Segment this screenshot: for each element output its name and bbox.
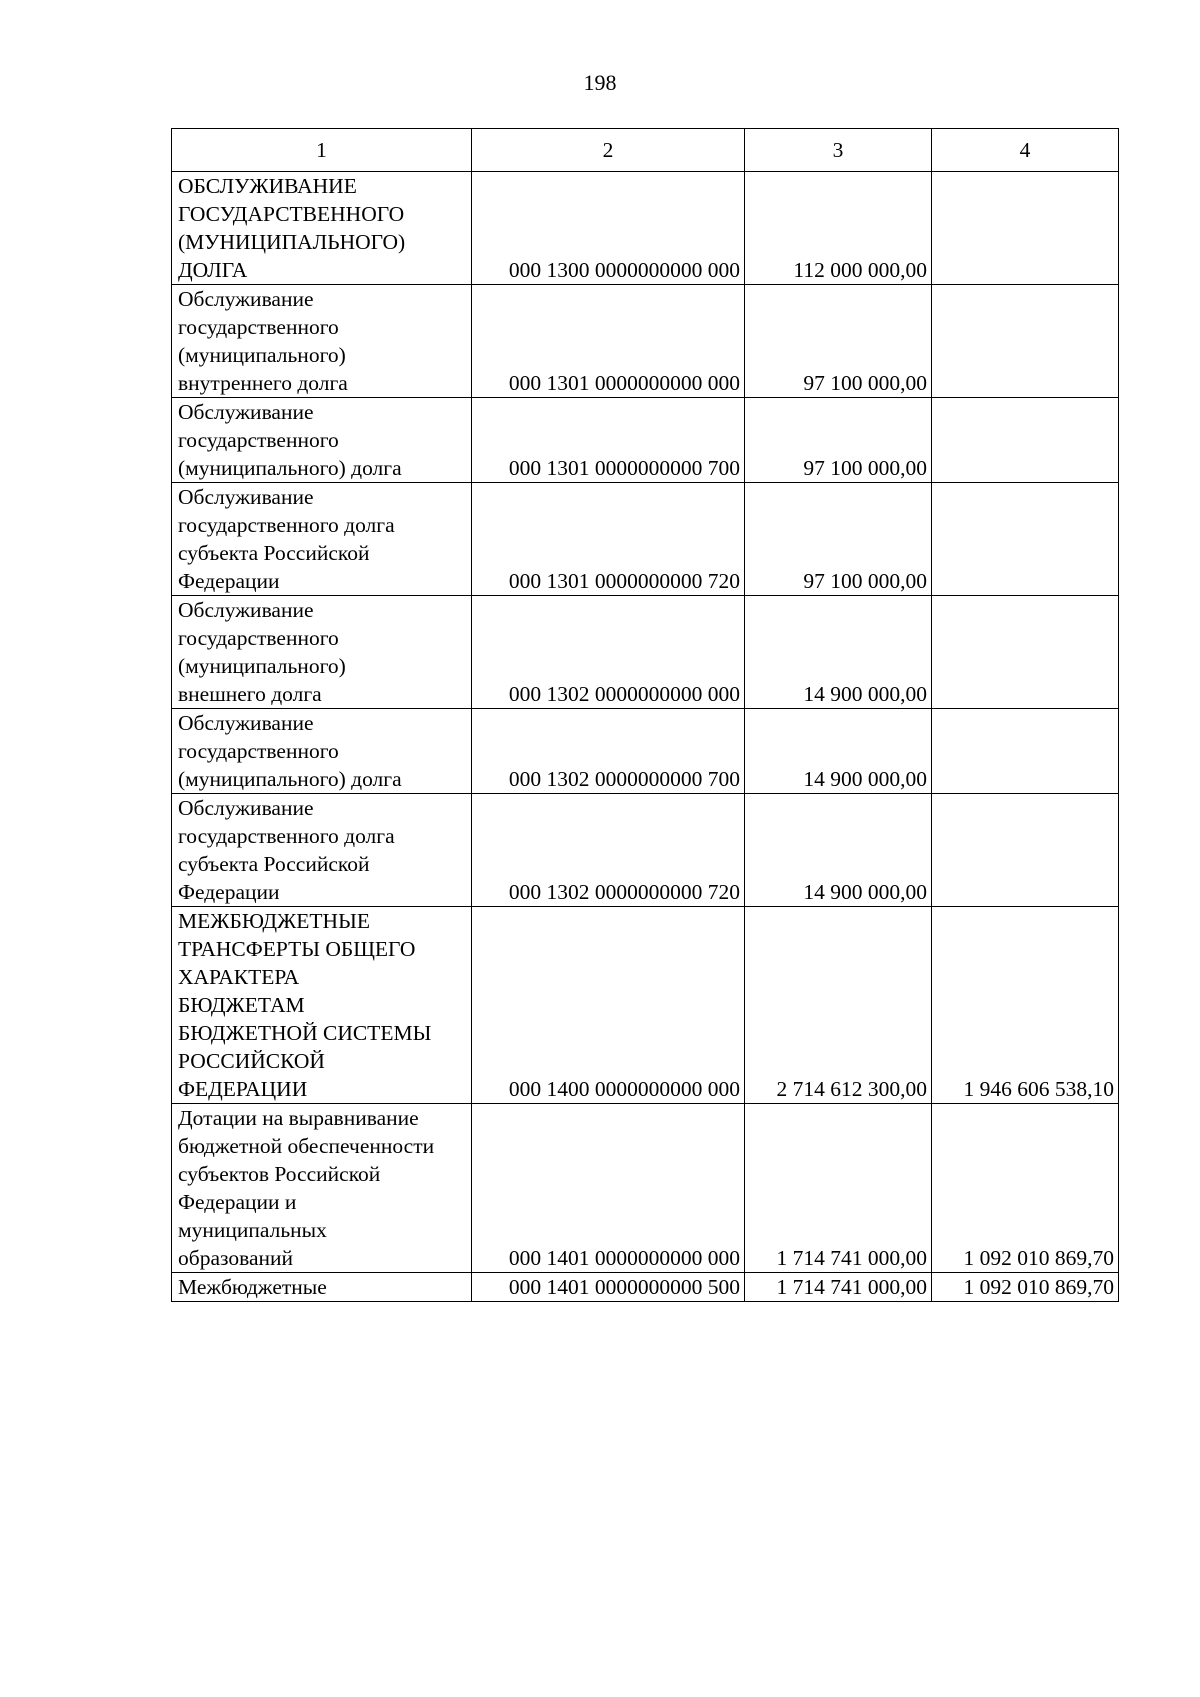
table-row bbox=[172, 172, 1119, 285]
row-name-line: БЮДЖЕТНОЙ СИСТЕМЫ bbox=[178, 1021, 432, 1045]
row-name-line: (муниципального) bbox=[178, 343, 346, 367]
row-name-line: Обслуживание bbox=[178, 598, 314, 622]
row-amount-col4 bbox=[932, 285, 1119, 398]
table-body bbox=[172, 172, 1119, 1302]
row-name-line: бюджетной обеспеченности bbox=[178, 1134, 435, 1158]
row-name-cell bbox=[172, 285, 472, 398]
row-amount-col4 bbox=[932, 794, 1119, 907]
page-number: 198 bbox=[583, 70, 617, 95]
column-header-2: 2 bbox=[472, 129, 745, 172]
row-name-cell bbox=[172, 483, 472, 596]
row-name-line: Дотации на выравнивание bbox=[178, 1106, 419, 1130]
row-name-line: Обслуживание bbox=[178, 711, 314, 735]
row-name-line: Федерации bbox=[178, 880, 280, 904]
row-name-line: государственного долга bbox=[178, 824, 395, 848]
row-name-line: БЮДЖЕТАМ bbox=[178, 993, 305, 1017]
row-name-line: (муниципального) долга bbox=[178, 767, 402, 791]
row-code-cell: 000 1401 0000000000 500 bbox=[472, 1273, 745, 1302]
row-name-line: образований bbox=[178, 1246, 294, 1270]
row-name-line: Обслуживание bbox=[178, 400, 314, 424]
row-amount-col3: 1 714 741 000,00 bbox=[745, 1104, 932, 1273]
row-code-cell: 000 1300 0000000000 000 bbox=[472, 172, 745, 285]
row-name-line: субъекта Российской bbox=[178, 852, 370, 876]
row-name-line: муниципальных bbox=[178, 1218, 327, 1242]
row-name-line: (муниципального) долга bbox=[178, 456, 402, 480]
row-name-line: государственного bbox=[178, 315, 339, 339]
row-name-cell bbox=[172, 172, 472, 285]
row-amount-col3: 14 900 000,00 bbox=[745, 596, 932, 709]
column-header-1: 1 bbox=[172, 129, 472, 172]
row-name-line: Федерации bbox=[178, 569, 280, 593]
row-name-cell bbox=[172, 709, 472, 794]
row-amount-col4 bbox=[932, 483, 1119, 596]
table-row bbox=[172, 398, 1119, 483]
row-code-cell: 000 1302 0000000000 000 bbox=[472, 596, 745, 709]
column-header-4: 4 bbox=[932, 129, 1119, 172]
row-code-cell: 000 1301 0000000000 700 bbox=[472, 398, 745, 483]
row-amount-col4 bbox=[932, 398, 1119, 483]
row-name-line: (МУНИЦИПАЛЬНОГО) bbox=[178, 230, 406, 254]
table-row bbox=[172, 794, 1119, 907]
row-amount-col3: 112 000 000,00 bbox=[745, 172, 932, 285]
row-amount-col4: 1 092 010 869,70 bbox=[932, 1273, 1119, 1302]
row-code-cell: 000 1302 0000000000 720 bbox=[472, 794, 745, 907]
table-row bbox=[172, 285, 1119, 398]
row-name-line: субъектов Российской bbox=[178, 1162, 381, 1186]
row-code-cell: 000 1301 0000000000 720 bbox=[472, 483, 745, 596]
row-amount-col4 bbox=[932, 172, 1119, 285]
row-code-cell: 000 1302 0000000000 700 bbox=[472, 709, 745, 794]
row-name-line: ТРАНСФЕРТЫ ОБЩЕГО bbox=[178, 937, 416, 961]
table-row bbox=[172, 1104, 1119, 1273]
row-name-line: внутреннего долга bbox=[178, 371, 348, 395]
row-name-line: государственного bbox=[178, 428, 339, 452]
row-name-cell bbox=[172, 1273, 472, 1302]
row-name-line: Обслуживание bbox=[178, 485, 314, 509]
table-header-row bbox=[172, 129, 1119, 172]
row-amount-col3: 97 100 000,00 bbox=[745, 285, 932, 398]
row-name-line: Обслуживание bbox=[178, 796, 314, 820]
row-amount-col3: 97 100 000,00 bbox=[745, 483, 932, 596]
row-name-cell bbox=[172, 398, 472, 483]
row-name-line: (муниципального) bbox=[178, 654, 346, 678]
row-name-cell bbox=[172, 794, 472, 907]
row-name-line: ДОЛГА bbox=[178, 258, 248, 282]
row-name-line: Федерации и bbox=[178, 1190, 297, 1214]
table-row bbox=[172, 907, 1119, 1104]
row-name-line: МЕЖБЮДЖЕТНЫЕ bbox=[178, 909, 370, 933]
row-name-line: Межбюджетные bbox=[178, 1275, 327, 1299]
row-name-line: ХАРАКТЕРА bbox=[178, 965, 300, 989]
row-name-line: ОБСЛУЖИВАНИЕ bbox=[178, 174, 357, 198]
row-code-cell: 000 1400 0000000000 000 bbox=[472, 907, 745, 1104]
row-name-line: государственного bbox=[178, 626, 339, 650]
row-amount-col3: 1 714 741 000,00 bbox=[745, 1273, 932, 1302]
row-name-line: РОССИЙСКОЙ bbox=[178, 1049, 325, 1073]
row-name-line: государственного bbox=[178, 739, 339, 763]
row-code-cell: 000 1401 0000000000 000 bbox=[472, 1104, 745, 1273]
row-amount-col4: 1 946 606 538,10 bbox=[932, 907, 1119, 1104]
column-header-3: 3 bbox=[745, 129, 932, 172]
table-row bbox=[172, 709, 1119, 794]
row-name-line: Обслуживание bbox=[178, 287, 314, 311]
row-amount-col4 bbox=[932, 596, 1119, 709]
table-row bbox=[172, 483, 1119, 596]
row-name-cell bbox=[172, 1104, 472, 1273]
row-name-line: субъекта Российской bbox=[178, 541, 370, 565]
row-name-line: ФЕДЕРАЦИИ bbox=[178, 1077, 308, 1101]
row-code-cell: 000 1301 0000000000 000 bbox=[472, 285, 745, 398]
row-amount-col3: 97 100 000,00 bbox=[745, 398, 932, 483]
row-amount-col3: 14 900 000,00 bbox=[745, 709, 932, 794]
row-name-line: ГОСУДАРСТВЕННОГО bbox=[178, 202, 405, 226]
row-name-cell bbox=[172, 596, 472, 709]
table-row bbox=[172, 1273, 1119, 1302]
row-amount-col3: 2 714 612 300,00 bbox=[745, 907, 932, 1104]
row-amount-col4: 1 092 010 869,70 bbox=[932, 1104, 1119, 1273]
row-name-line: внешнего долга bbox=[178, 682, 322, 706]
budget-table bbox=[171, 128, 1119, 1302]
row-amount-col4 bbox=[932, 709, 1119, 794]
table-row bbox=[172, 596, 1119, 709]
row-name-cell bbox=[172, 907, 472, 1104]
row-amount-col3: 14 900 000,00 bbox=[745, 794, 932, 907]
row-name-line: государственного долга bbox=[178, 513, 395, 537]
